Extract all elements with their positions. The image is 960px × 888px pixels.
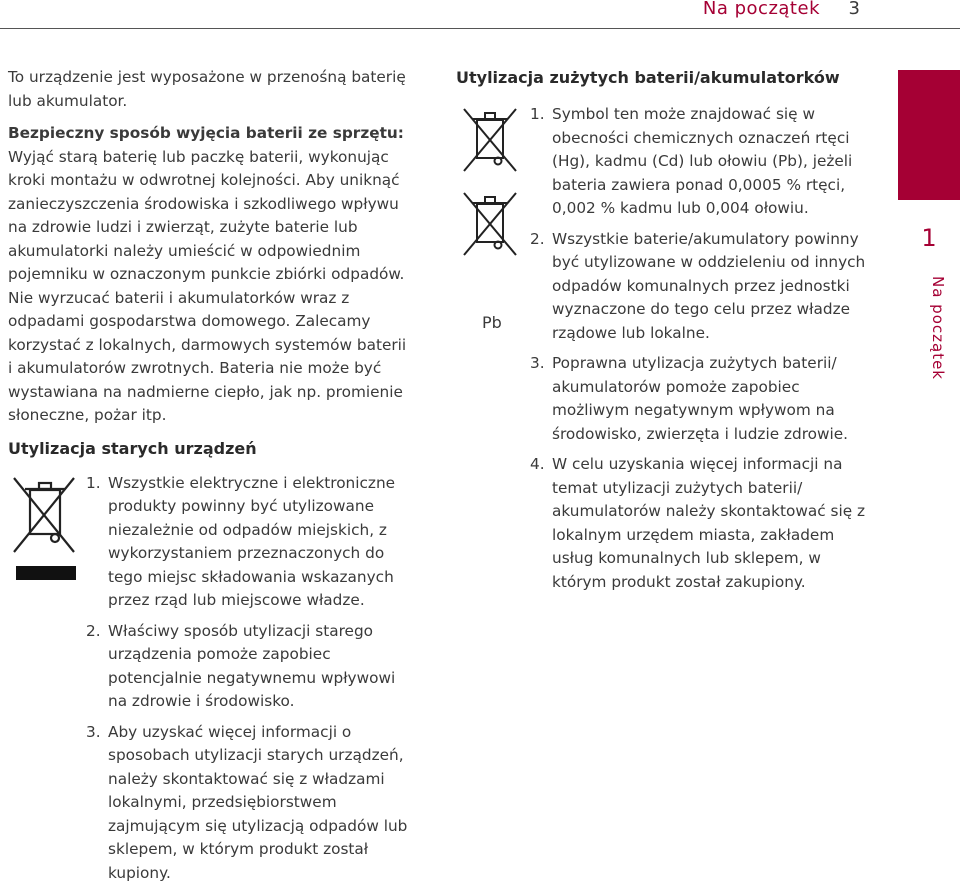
list-text: W celu uzyskania więcej informacji na temat utylizacji zużytych baterii/ akumulatorów należy skontaktować się z lokalnym urzędem miasta, zakładem usług komunalnych lub sklepem, w którym produkt został zakupiony. xyxy=(552,455,865,591)
crossed-bin-pb-icon xyxy=(460,189,520,265)
crossed-bin-icon xyxy=(10,474,80,586)
right-column xyxy=(456,66,876,594)
battery-heading: Utylizacja zużytych baterii/akumulatorków xyxy=(456,68,840,87)
list-item xyxy=(530,453,876,594)
chapter-title: Na początek xyxy=(929,276,947,380)
list-item xyxy=(86,472,408,613)
list-item xyxy=(530,103,876,221)
old-devices-section xyxy=(8,472,408,886)
safety-heading: Bezpieczny sposób wyjęcia baterii ze sprzętu: xyxy=(8,124,404,142)
pb-label: Pb xyxy=(482,313,502,332)
left-column xyxy=(8,66,408,885)
crossed-bin-icon xyxy=(460,105,520,181)
list-item xyxy=(530,228,876,346)
old-devices-heading: Utylizacja starych urządzeń xyxy=(8,438,257,458)
list-text: Poprawna utylizacja zużytych baterii/ akumulatorów pomoże zapobiec możliwym negatywnym wpływom na środowisko, zwierzęta i ludzie zdrowie. xyxy=(552,354,849,443)
chapter-sidebar xyxy=(898,70,960,888)
old-devices-list xyxy=(86,472,408,886)
list-number: 3. xyxy=(86,722,101,741)
list-number: 1. xyxy=(86,473,101,492)
header-divider xyxy=(0,28,960,29)
chapter-number: 1 xyxy=(921,224,937,252)
list-item xyxy=(530,352,876,446)
chapter-tab xyxy=(898,70,960,200)
list-text: Wszystkie elektryczne i elektroniczne produkty powinny być utylizowane niezależnie od odpadów miejskich, z wykorzystaniem przeznaczonych do tego miejsc składowania wskazanych przez rząd lub miejscowe władze. xyxy=(108,473,396,609)
intro-text: To urządzenie jest wyposażone w przenośną baterię lub akumulator. xyxy=(8,68,406,110)
list-number: 3. xyxy=(530,354,545,372)
list-text: Aby uzyskać więcej informacji o sposobach utylizacji starych urządzeń, należy skontaktować się z władzami lokalnymi, przedsiębiorstwem zajmującym się utylizacją odpadów lub sklepem, w którym produkt został kupiony. xyxy=(108,722,408,882)
list-text: Symbol ten może znajdować się w obecności chemicznych oznaczeń rtęci (Hg), kadmu (Cd) lub ołowiu (Pb), jeżeli bateria zawiera ponad 0,0005 % rtęci, 0,002 % kadmu lub 0,004 ołowiu. xyxy=(552,105,853,217)
list-text: Właściwy sposób utylizacji starego urządzenia pomoże zapobiec potencjalnie negatywnemu wpływowi na zdrowie i środowisko. xyxy=(108,621,396,710)
battery-list xyxy=(530,103,876,594)
list-number: 1. xyxy=(530,105,545,123)
header-title: Na początek xyxy=(702,0,820,19)
page-header xyxy=(0,0,960,28)
safety-text: Wyjąć starą baterię lub paczkę baterii, wykonując kroki montażu w odwrotnej kolejności. Aby uniknąć zanieczyszczenia środowiska i szkodliwego wpływu na zdrowie ludzi i zwierząt, zużyte baterie lub akumulatorki należy umieścić w odpowiednim pojemniku w oznaczonym punkcie zbiórki odpadów. Nie wyrzucać baterii i akumulatorków wraz z odpadami gospodarstwa domowego. Zalecamy korzystać z lokalnych, darmowych systemów baterii i akumulatorów zwrotnych. Bateria nie może być wystawiana na nadmierne ciepło, jak np. promienie słoneczne, pożar itp. xyxy=(8,147,407,424)
battery-section xyxy=(456,103,876,594)
page-number: 3 xyxy=(848,0,860,19)
list-number: 2. xyxy=(86,621,101,640)
list-text: Wszystkie baterie/akumulatory powinny być utylizowane w oddzieleniu od innych odpadów komunalnych przez jednostki wyznaczone do tego celu przez władze rządowe lub lokalne. xyxy=(552,229,866,342)
list-item xyxy=(86,620,408,714)
list-number: 2. xyxy=(530,229,545,248)
list-number: 4. xyxy=(530,455,545,473)
list-item xyxy=(86,721,408,886)
